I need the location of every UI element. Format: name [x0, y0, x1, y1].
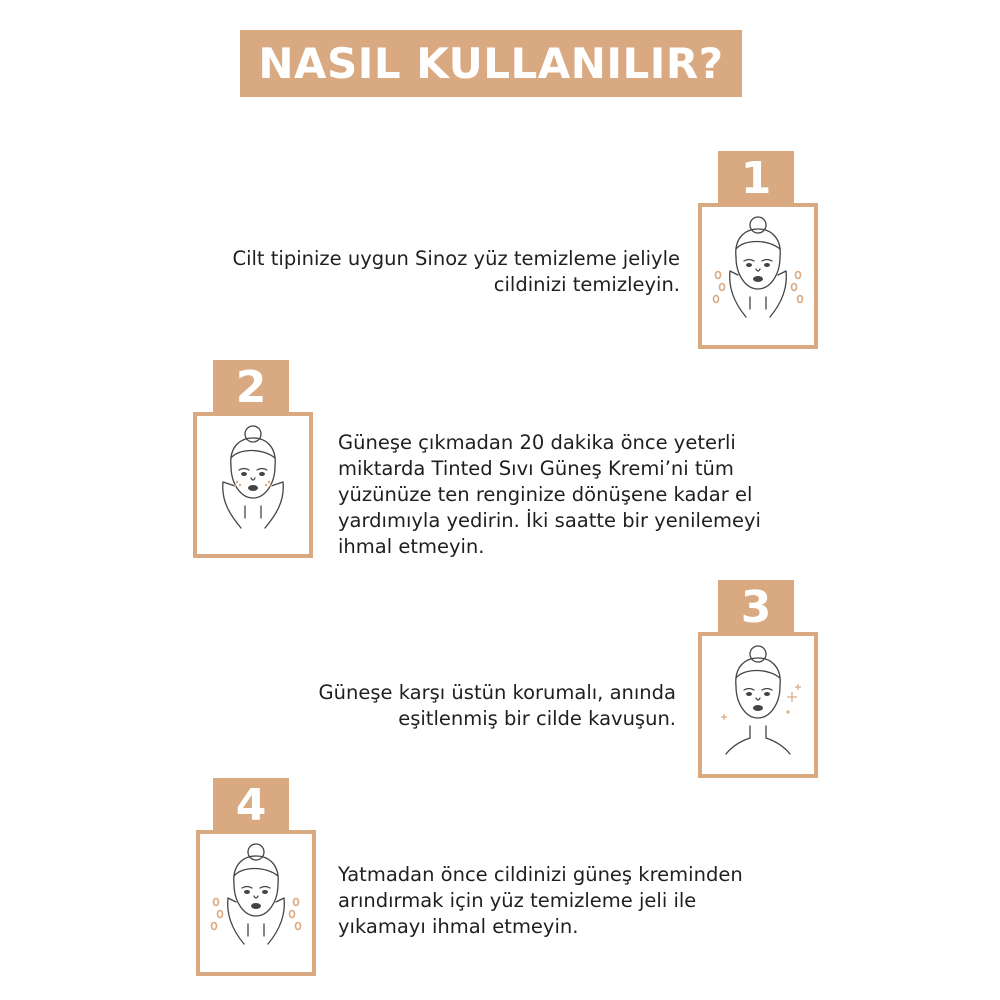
- step-1-number-tab: [718, 151, 794, 205]
- step-3-text: [319, 680, 676, 732]
- face-washing-icon: [710, 213, 806, 341]
- step-1-illustration-frame: [698, 203, 818, 349]
- step-2-number-tab: [213, 360, 289, 414]
- step-line: eşitlenmiş bir cilde kavuşun.: [398, 707, 676, 730]
- step-2-illustration-frame: [193, 412, 313, 558]
- step-3-illustration-frame: [698, 632, 818, 778]
- step-line: miktarda Tinted Sıvı Güneş Kremi’ni tüm: [338, 457, 734, 480]
- step-4-number-tab: [213, 778, 289, 832]
- title-banner: [240, 30, 742, 97]
- step-1-text: [232, 246, 680, 298]
- step-line: Güneşe çıkmadan 20 dakika önce yeterli: [338, 431, 736, 454]
- step-line: Yatmadan önce cildinizi güneş kreminden: [338, 863, 743, 886]
- face-glowing-icon: [710, 642, 806, 770]
- step-line: ihmal etmeyin.: [338, 535, 485, 558]
- step-3-number-tab: [718, 580, 794, 634]
- step-4-illustration-frame: [196, 830, 316, 976]
- step-number: 3: [740, 581, 772, 633]
- step-line: yardımıyla yedirin. İki saatte bir yenilemeyi: [338, 509, 761, 532]
- step-number: 4: [235, 779, 267, 831]
- step-number: 2: [235, 361, 267, 413]
- step-line: Cilt tipinize uygun Sinoz yüz temizleme jeliyle: [232, 247, 680, 270]
- step-number: 1: [740, 152, 772, 204]
- step-line: yıkamayı ihmal etmeyin.: [338, 915, 579, 938]
- face-applying-cream-icon: [205, 422, 301, 550]
- step-2-text: [338, 430, 761, 560]
- face-washing-icon: [208, 840, 304, 968]
- page-title: NASIL KULLANILIR?: [258, 39, 724, 88]
- step-line: arındırmak için yüz temizleme jeli ile: [338, 889, 697, 912]
- step-line: Güneşe karşı üstün korumalı, anında: [318, 681, 676, 704]
- step-line: yüzünüze ten renginize dönüşene kadar el: [338, 483, 753, 506]
- step-line: cildinizi temizleyin.: [493, 273, 680, 296]
- step-4-text: [338, 862, 743, 940]
